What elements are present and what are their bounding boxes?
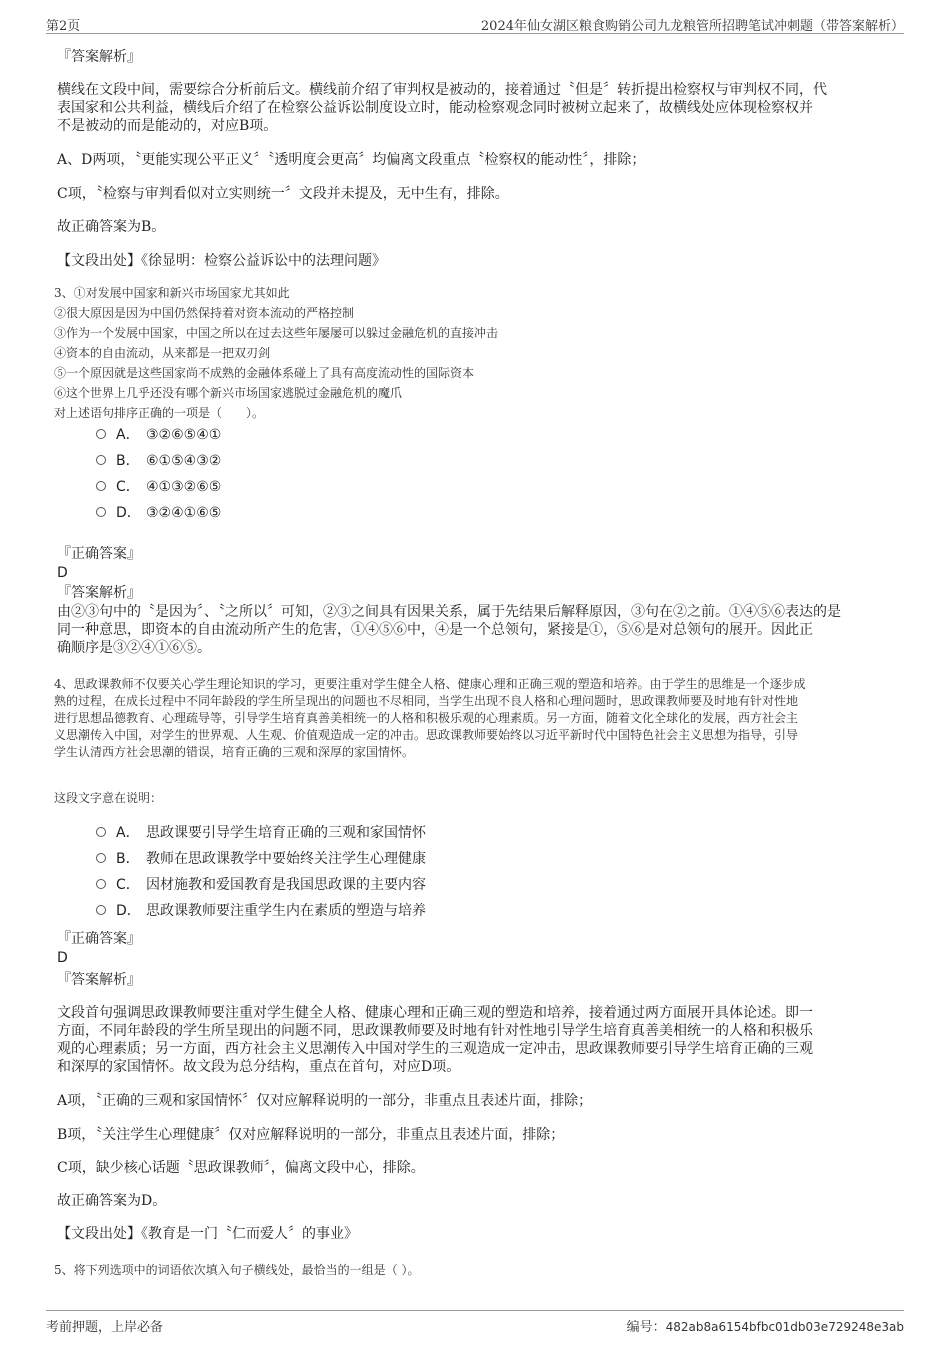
q4-option-b[interactable] [96,850,426,868]
footer-code-label: 编号： [626,1320,666,1335]
q2-source: 【文段出处】《徐显明：检察公益诉讼中的法理问题》 [57,253,386,269]
q2-conclusion: 故正确答案为B。 [57,219,166,235]
q3-stem-line: ⑤一个原因就是这些国家尚不成熟的金融体系碰上了具有高度流动性的国际资本 [54,366,475,380]
q4-stem-line: 义思潮传入中国，对学生的世界观、人生观、价值观造成一定的冲击。思政课教师要始终以习近平新时代中国特色社会主义思想为指导，引导 [54,728,799,742]
q3-stem-line: ④资本的自由流动，从来都是一把双刃剑 [54,346,271,360]
q2-analysis-line: 表国家和公共利益，横线后介绍了在检察公益诉讼制度设立时，能动检察观念同时被树立起来了，故横线处应体现检察权并 [57,100,813,116]
q4-analysis-line: 和深厚的家国情怀。故文段为总分结构，重点在首句，对应D项。 [57,1059,461,1075]
page-footer [46,1310,904,1333]
q5-stem: 5、将下列选项中的词语依次填入句子横线处，最恰当的一组是（ ）。 [54,1263,420,1277]
q3-stem-line: ②很大原因是因为中国仍然保持着对资本流动的严格控制 [54,306,355,320]
page-header [46,13,904,34]
radio-icon[interactable] [96,827,106,837]
q4-stem [54,676,896,761]
q4-answer: D [57,950,68,966]
q4-answer-label: 『正确答案』 [57,931,141,947]
option-letter: C． [116,479,140,495]
page-number: 第2页 [46,19,81,34]
radio-icon[interactable] [96,853,106,863]
q4-analysis-line: 方面，不同年龄段的学生所呈现出的问题不同，思政课教师要及时地有针对性地引导学生培育真善美相统一的人格和积极乐 [57,1023,813,1039]
option-letter: D． [116,505,141,521]
q3-analysis-text [57,603,895,657]
option-letter: A． [116,825,140,841]
option-text: ③②④①⑥⑤ [146,505,222,521]
radio-icon[interactable] [96,429,106,439]
radio-icon[interactable] [96,507,106,517]
q4-conclusion: 故正确答案为D。 [57,1193,167,1209]
q3-stem-line: 3、①对发展中国家和新兴市场国家尤其如此 [54,286,290,300]
document-title: 2024年仙女湖区粮食购销公司九龙粮管所招聘笔试冲刺题（带答案解析） [480,19,904,34]
q3-analysis-line: 由②③句中的〝是因为〞、〝之所以〞可知，②③之间具有因果关系，属于先结果后解释原因，③句在②之前。①④⑤⑥表达的是 [57,604,841,620]
q3-stem-line: ③作为一个发展中国家，中国之所以在过去这些年屡屡可以躲过金融危机的直接冲击 [54,326,499,340]
q4-option-a[interactable] [96,824,426,842]
q4-source: 【文段出处】《教育是一门〝仁而爱人〞的事业》 [57,1226,358,1242]
q4-analysis-label: 『答案解析』 [57,972,141,988]
option-letter: B． [116,851,140,867]
q2-c-note: C项，〝检察与审判看似对立实则统一〞文段并未提及，无中生有，排除。 [57,186,509,202]
radio-icon[interactable] [96,879,106,889]
radio-icon[interactable] [96,455,106,465]
q3-stem-line: ⑥这个世界上几乎还没有哪个新兴市场国家逃脱过金融危机的魔爪 [54,386,403,400]
option-letter: B． [116,453,140,469]
option-text: 因材施教和爱国教育是我国思政课的主要内容 [146,877,426,893]
q4-a-note: A项，〝正确的三观和家国情怀〞仅对应解释说明的一部分，非重点且表述片面，排除； [57,1093,593,1109]
q4-stem-line: 4、思政课教师不仅要关心学生理论知识的学习，更要注重对学生健全人格、健康心理和正确三观的塑造和培养。由于学生的思维是一个逐步成 [54,677,806,691]
q4-b-note: B项，〝关注学生心理健康〞仅对应解释说明的一部分，非重点且表述片面，排除； [57,1127,565,1143]
option-text: 思政课要引导学生培育正确的三观和家国情怀 [146,825,426,841]
footer-slogan: 考前押题，上岸必备 [46,1320,164,1335]
q3-stem [54,283,896,423]
q3-analysis-line: 确顺序是③②④①⑥⑤。 [57,640,211,656]
q2-ad-note: A、D两项，〝更能实现公平正义〞〝透明度会更高〞均偏离文段重点〝检察权的能动性〞，排除； [57,152,646,168]
option-text: 思政课教师要注重学生内在素质的塑造与培养 [146,903,426,919]
footer-code-block [627,1316,904,1335]
q2-analysis-line: 横线在文段中间，需要综合分析前后文。横线前介绍了审判权是被动的，接着通过〝但是〞转折提出检察权与审判权不同，代 [57,82,827,98]
q4-stem-line: 进行思想品德教育、心理疏导等，引导学生培育真善美相统一的人格和积极乐观的心理素质。另一方面，随着文化全球化的发展，西方社会主 [54,711,799,725]
radio-icon[interactable] [96,905,106,915]
q2-analysis-text [57,81,895,135]
q4-analysis-text [57,1004,895,1076]
q3-analysis-label: 『答案解析』 [57,585,141,601]
footer-code: 482ab8a6154bfbc01db03e729248e3ab [665,1320,904,1334]
option-letter: C． [116,877,140,893]
q2-analysis-label: 『答案解析』 [57,49,141,65]
radio-icon[interactable] [96,481,106,491]
q4-stem-line: 学生认清西方社会思潮的错误，培育正确的三观和深厚的家国情怀。 [54,745,415,759]
option-letter: A． [116,427,140,443]
q3-option-b[interactable] [96,452,221,470]
q3-answer: D [57,565,68,581]
option-text: 教师在思政课教学中要始终关注学生心理健康 [146,851,426,867]
q3-option-c[interactable] [96,478,221,496]
q3-analysis-line: 同一种意思，即资本的自由流动所产生的危害，①④⑤⑥中，④是一个总领句，紧接是①，⑤⑥是对总领句的展开。因此正 [57,622,813,638]
option-text: ③②⑥⑤④① [146,427,222,443]
option-text: ⑥①⑤④③② [146,453,222,469]
q4-analysis-line: 文段首句强调思政课教师要注重对学生健全人格、健康心理和正确三观的塑造和培养，接着通过两方面展开具体论述。即一 [57,1005,813,1021]
q4-option-d[interactable] [96,902,426,920]
q4-option-c[interactable] [96,876,426,894]
q4-analysis-line: 观的心理素质；另一方面，西方社会主义思潮传入中国对学生的三观造成一定冲击，思政课教师要引导学生培育正确的三观 [57,1041,813,1057]
q3-option-d[interactable] [96,504,221,522]
q2-analysis-line: 不是被动的而是能动的，对应B项。 [57,118,278,134]
q3-answer-label: 『正确答案』 [57,546,141,562]
q3-stem-line: 对上述语句排序正确的一项是（ ）。 [54,406,265,420]
q4-c-note: C项，缺少核心话题〝思政课教师〞，偏离文段中心，排除。 [57,1160,425,1176]
option-letter: D． [116,903,141,919]
option-text: ④①③②⑥⑤ [146,479,222,495]
q4-prompt: 这段文字意在说明： [54,791,163,805]
q4-stem-line: 熟的过程，在成长过程中不同年龄段的学生所呈现出的问题也不尽相同，当学生出现不良人格和心理问题时，思政课教师要及时地有针对性地 [54,694,799,708]
q3-option-a[interactable] [96,426,221,444]
